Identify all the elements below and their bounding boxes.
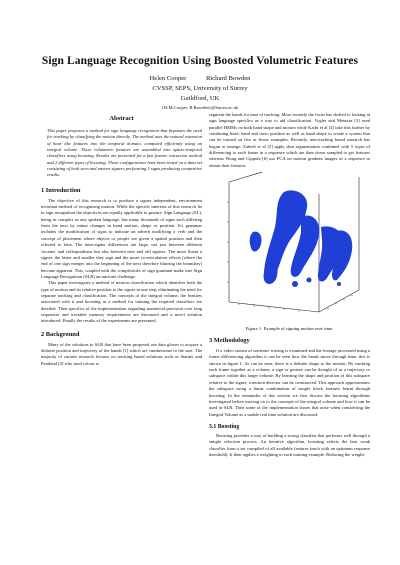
motion-volume-plot xyxy=(209,172,370,324)
figure-caption: Figure 1: Example of signing motion over time. xyxy=(245,326,334,332)
motion-trajectory xyxy=(250,190,353,287)
subsection-heading: 3.1 Boosting xyxy=(209,423,240,430)
section-heading: 3 Methodology xyxy=(209,337,250,345)
author-name: Richard Bowden xyxy=(205,75,251,82)
paragraph: Boosting provides a way of building a strong classifier that performs well through a simple selection process. An iterative algorithm, boosting selects the best weak classifier from a set compiled of all available features (each with an optimum response threshold). It then applies a weighting to each training example. Reducing the weight- xyxy=(209,432,370,457)
paragraph: If a video stream of someone waving is examined and the footage processed using a frame differencing algorithm it can be seen how the hands move through time, this is shown in figure 1. As can be seen, there is a definite shape to the motion. By stacking each frame together as a volume, a sign or gesture can be thought of as a trajectory or subspace within this larger volume. By learning the shape and position of this subspace relative to the signer, a motion detector can be constructed. This approach approximates the subspace using a linear combination of simple block features learnt through boosting. In the remainder of this section we first discuss the boosting algorithms investigated before moving on to the concepts of the integral volume and how it can be used in SLR. Then some of the implementation issues that arise when considering the Integral Volume as a usable real time solution are discussed. xyxy=(209,348,370,417)
left-column xyxy=(41,115,202,367)
abstract-heading: Abstract xyxy=(109,115,134,122)
author-names xyxy=(0,74,400,84)
abstract-text: This paper proposes a method for sign language recognition that bypasses the need for tracking by classifying the motion directly. The method uses the natural extension of haar like features into the temporal domain, computed efficiently using an integral volume. These volumetric features are assembled into spatio-temporal classifiers using boosting. Results are presented for a fast feature extraction method and 2 different types of boosting. These configurations have been tested on a data set consisting of both seen and unseen signers performing 5 signs producing competitive results. xyxy=(47,128,202,178)
author-block xyxy=(0,74,400,113)
email: {H.M.Cooper, R.Bowden}@Surrey.ac.uk xyxy=(161,105,239,111)
paragraph: segment the hands for ease of tracking. More recently the focus has shifted to looking at sign language specifics as a way to aid classification. Vogler and Metaxas [3] used parallel HMMs on both hand shape and motion while Kadir et al [4] take this further by combining head, hand and torso position as well as hand shape to create a system that can be trained on five or fewer examples. Recently, non-tracking based research has begun to emerge, Zahedi et al [5] apply skin segmentation combined with 5 types of differencing to each frame in a sequence which are then down sampled to get features whereas Wong and Cippola [6] use PCA on motion gradient images of a sequence to obtain their features. xyxy=(209,112,370,168)
paragraph: The objective of this research is to produce a signer independent, environment invariant method of recognising motion. While the specific interests of this research lie in sign recognition the objectives are equally applicable to gesture. Sign Language (SL), being as complex as any spoken language, has many thousands of signs each differing from the next by minor changes in hand motion, shape or position. It's grammar includes the modification of signs to indicate an adverb modifying a verb and the concept of placement where objects or people are given a spatial position and then referred to later. The inter-signer differences are large, not just between different 'accents' and colloquialisms but also between new and old signers. The more fluent a signer, the faster and smaller they sign and the more co-articulation effects (where the end of one sign merges into the beginning of the next therefore blurring the boundary) become apparent. This, coupled with the complexities of sign grammar make true Sign Language Recognition (SLR) an intricate challenge. xyxy=(41,197,202,279)
figure-1 xyxy=(209,172,370,324)
section-heading: 1 Introduction xyxy=(41,186,81,194)
paper-title: Sign Language Recognition Using Boosted Volumetric Features xyxy=(41,55,359,67)
right-column xyxy=(209,112,370,458)
author-name: Helen Cooper xyxy=(149,75,187,82)
section-heading: 2 Background xyxy=(41,330,80,338)
affiliation: CVSSP, SEPS, University of Surrey xyxy=(152,84,248,92)
location: Guildford, UK xyxy=(180,94,220,102)
paragraph: Many of the solutions to SLR that have been proposed use data gloves to acquire a definite position and trajectory of the hands [1] which are cumbersome to the user. The majority of current research focuses on tracking based solutions such as Starner and Pentland [2] who used colour to xyxy=(41,341,202,366)
paragraph: This paper investigates a method of motion classification which identifies both the type of motion and its relative position to the signer in one step, eliminating the need for separate tracking and classification. The concepts of the integral volume, the features associated with it and boosting as a method for training the required classifiers are detailed. Then specifics of the implementation regarding numerical precision over long sequences and tractable memory requirements are discussed and a novel solution introduced. Finally the results of the experiments are presented. xyxy=(41,280,202,324)
